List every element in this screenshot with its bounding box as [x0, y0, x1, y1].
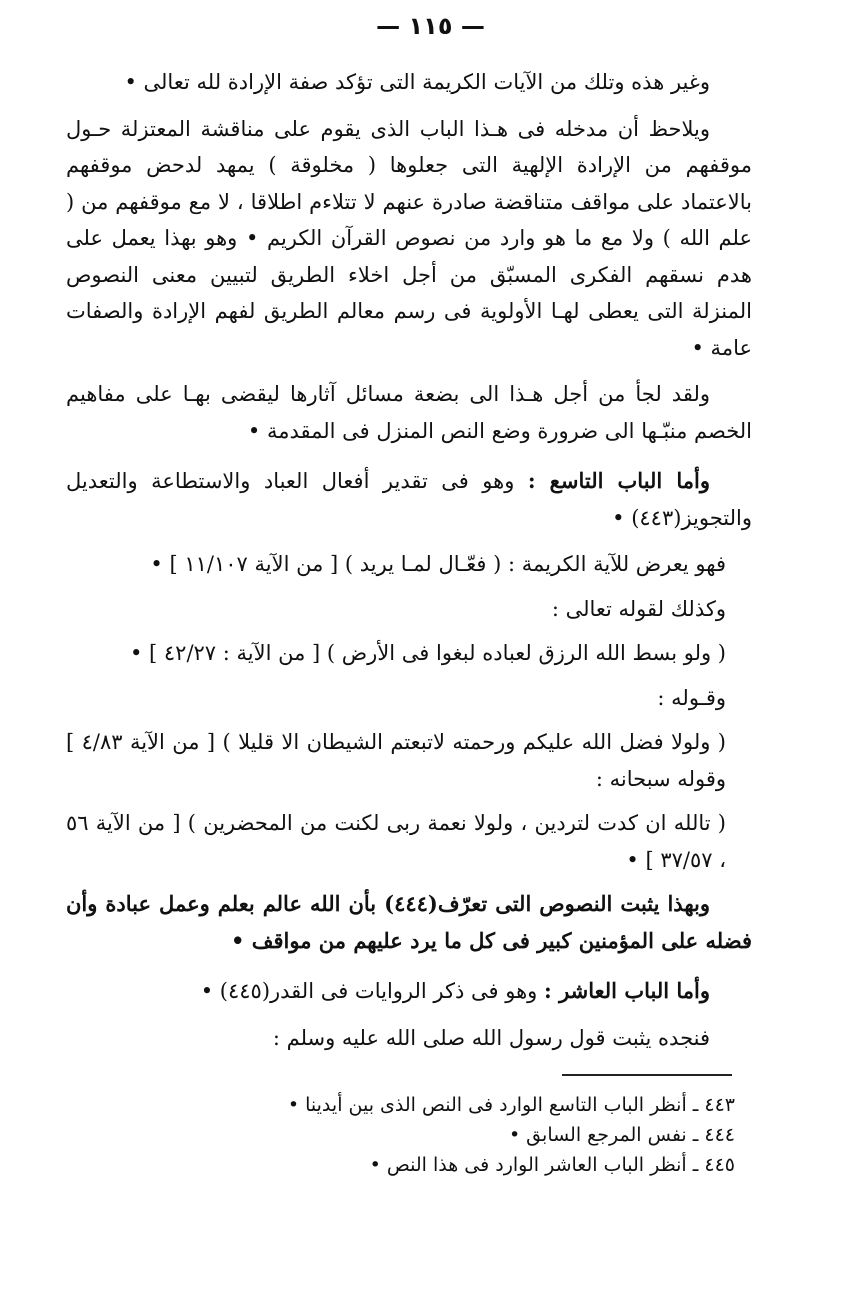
footnote-444: ٤٤٤ ـ نفس المرجع السابق •	[508, 1124, 735, 1146]
tenth-chapter-heading: وأما الباب العاشر :	[544, 978, 710, 1003]
paragraph-3: ولقد لجأ من أجل هـذا الى بضعة مسائل آثارها ليقضى بهـا على مفاهيم الخصم منبّـها الى ضرورة وضع النص المنزل فى المقدمة •	[66, 382, 752, 443]
paragraph-hadith-intro: فنجده يثبت قول رسول الله صلى الله عليه وسلم :	[272, 1025, 710, 1050]
main-text	[66, 64, 752, 1066]
paragraph-tenth-chapter	[66, 973, 752, 1010]
ninth-chapter-text: وهو فى تقدير أفعال العباد والاستطاعة والتعديل والتجويز(٤٤٣) •	[66, 469, 752, 530]
quote-verse-1: فهو يعرض للآية الكريمة : ( فعّـال لمـا يريد ) [ من الآية ١١/١٠٧ ] •	[150, 552, 726, 576]
paragraph-and-his-saying: وقـوله :	[657, 685, 726, 710]
footnote-445: ٤٤٥ ـ أنظر الباب العاشر الوارد فى هذا النص •	[369, 1154, 735, 1176]
ninth-chapter-heading: وأما الباب التاسع :	[527, 468, 710, 493]
quote-verse-2: ( ولو بسط الله الرزق لعباده لبغوا فى الأرض ) [ من الآية : ٤٢/٢٧ ] •	[129, 641, 726, 665]
page-number: — ١١٥ —	[376, 12, 485, 40]
quote-verse-4: ( تالله ان كدت لتردين ، ولولا نعمة ربى لكنت من المحضرين ) [ من الآية ٥٦ ، ٣٧/٥٧ ] •	[66, 811, 726, 872]
paragraph-conclusion: وبهذا يثبت النصوص التى تعرّف(٤٤٤) بأن الله عالم بعلم وعمل عبادة وأن فضله على المؤمنين كبير فى كل ما يرد عليهم من مواقف •	[66, 891, 752, 953]
footnote-divider	[562, 1074, 732, 1076]
paragraph-ninth-chapter	[66, 463, 752, 536]
footnotes	[200, 1090, 735, 1180]
paragraph-likewise: وكذلك لقوله تعالى :	[551, 596, 726, 621]
paragraph-1: وغير هذه وتلك من الآيات الكريمة التى تؤكد صفة الإرادة لله تعالى •	[124, 70, 710, 94]
quote-verse-3: ( ولولا فضل الله عليكم ورحمته لاتبعتم الشيطان الا قليلا ) [ من الآية ٤/٨٣ ] وقوله سبحانه :	[66, 730, 726, 791]
footnote-443: ٤٤٣ ـ أنظر الباب التاسع الوارد فى النص الذى بين أيدينا •	[287, 1094, 735, 1116]
paragraph-2: ويلاحظ أن مدخله فى هـذا الباب الذى يقوم على مناقشة المعتزلة حـول موقفهم من الإرادة الإلهية التى جعلوها ( مخلوقة ) يمهد لدحض موقفهم بالاعتماد على مواقف متناقضة صادرة عنهم لا تتلاءم اطلاقا ، لا مع موقفهم من ( علم الله ) ولا مع ما هو وارد من نصوص القرآن الكريم • وهو بهذا يعمل على هدم نسقهم الفكرى المسبّق من أجل اخلاء الطريق لتبيين معنى النصوص المنزلة التى يعطى لهـا الأولوية فى رسم معالم الطريق لفهم الإرادة والصفات عامة •	[66, 116, 752, 360]
tenth-chapter-text: وهو فى ذكر الروايات فى القدر(٤٤٥) •	[200, 979, 538, 1003]
